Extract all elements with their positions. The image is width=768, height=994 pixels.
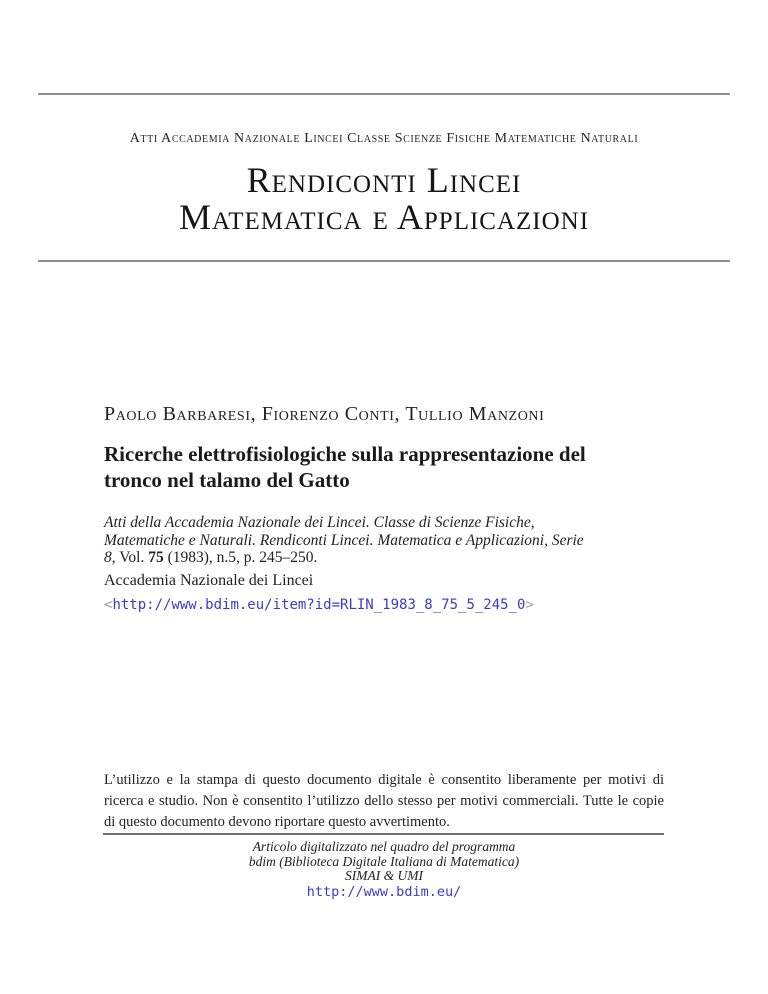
footer-block (104, 840, 664, 899)
article-title (104, 441, 586, 493)
close-angle-bracket: > (525, 597, 534, 613)
citation-line-1: Atti della Accademia Nazionale dei Lincei. Classe di Scienze Fisiche, (104, 514, 535, 531)
item-url-link[interactable]: http://www.bdim.eu/item?id=RLIN_1983_8_75_5_245_0 (112, 597, 526, 613)
journal-title (38, 162, 730, 236)
middle-rule (38, 260, 730, 262)
journal-title-line-1: Rendiconti Lincei (246, 160, 522, 200)
publisher-line: Accademia Nazionale dei Lincei (104, 572, 314, 589)
authors-line: Paolo Barbaresi, Fiorenzo Conti, Tullio Manzoni (104, 403, 545, 425)
footer-url-link[interactable]: http://www.bdim.eu/ (306, 883, 462, 900)
citation-line-3: 8, Vol. 75 (1983), n.5, p. 245–250. (104, 549, 318, 566)
citation-reference (104, 514, 684, 567)
top-rule (38, 93, 730, 95)
article-title-line-2: tronco nel talamo del Gatto (104, 468, 350, 492)
open-angle-bracket: < (104, 597, 113, 613)
footer-line-3: SIMAI & UMI (345, 868, 423, 883)
citation-line-2: Matematiche e Naturali. Rendiconti Lincei. Matematica e Applicazioni, Serie (104, 531, 584, 549)
volume-number: 75 (148, 549, 164, 566)
footer-line-1: Articolo digitalizzato nel quadro del programma (252, 839, 516, 854)
series-header: Atti Accademia Nazionale Lincei Classe Scienze Fisiche Matematiche Naturali (129, 131, 639, 146)
article-title-line-1: Ricerche elettrofisiologiche sulla rappresentazione del (104, 442, 586, 466)
item-link-line (104, 597, 534, 613)
footer-line-2: bdim (Biblioteca Digitale Italiana di Matematica) (248, 853, 520, 869)
license-paragraph: L’utilizzo e la stampa di questo documento digitale è consentito liberamente per motivi di ricerca e studio. Non è consentito l’utilizzo dello stesso per motivi commerciali. Tutte le copie di questo documento devono riportare questo avvertimento. (104, 772, 664, 830)
footer-rule (103, 833, 664, 835)
journal-title-line-2: Matematica e Applicazioni (178, 197, 590, 237)
